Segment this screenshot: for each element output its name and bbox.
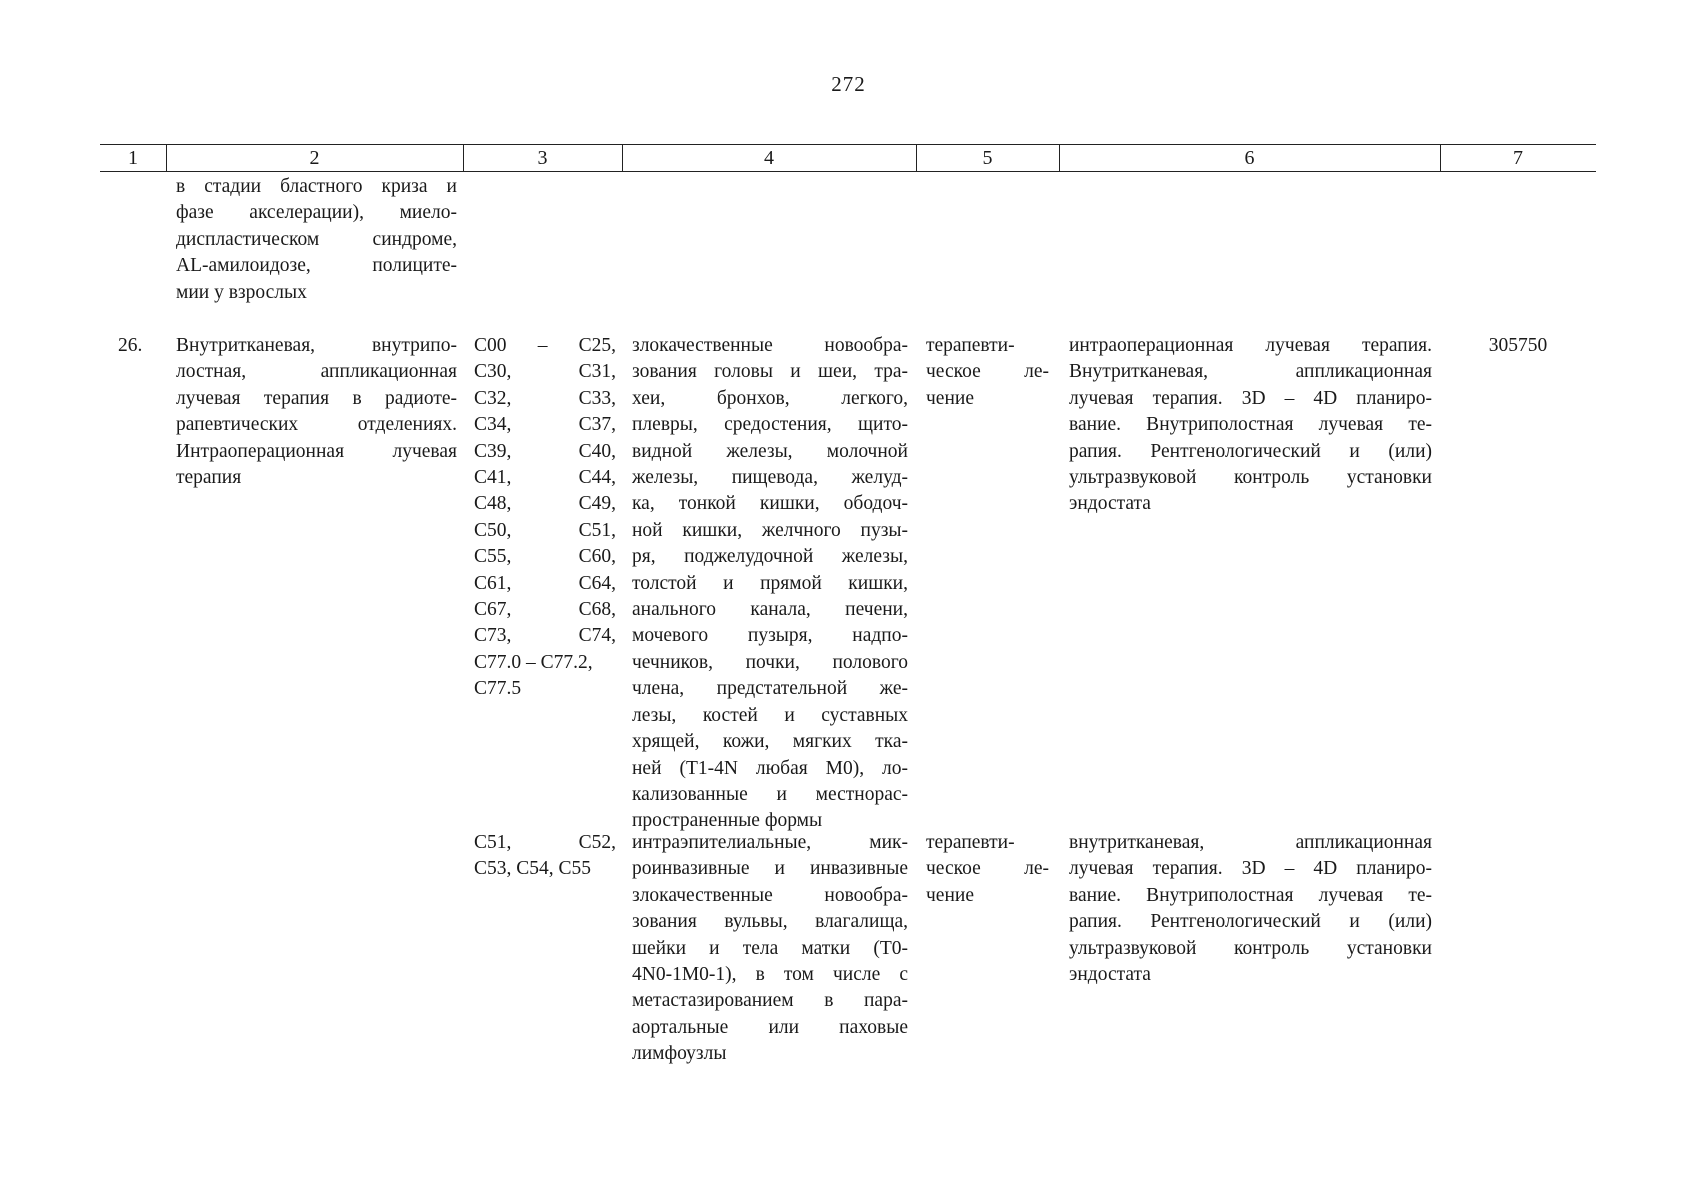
text-line: члена, предстательной же- (632, 678, 908, 700)
text-line: анального канала, печени, (632, 599, 908, 621)
continuation-service-name (176, 174, 457, 306)
text-line: ческое ле- (926, 361, 1049, 383)
text-line: в стадии бластного криза и (176, 176, 457, 197)
service-name (176, 333, 457, 491)
icd-code: C00 (474, 335, 507, 356)
text-line: шейки и тела матки (T0- (632, 937, 908, 959)
text-line: мочевого пузыря, надпо- (632, 625, 908, 647)
text-line: зования вульвы, влагалища, (632, 911, 908, 933)
treatment-method (1069, 333, 1432, 518)
icd-codes (474, 830, 616, 883)
text-line: интраэпителиальные, мик- (632, 832, 908, 853)
text-line: терапия (176, 467, 242, 489)
text-line: эндостата (1069, 493, 1151, 515)
code-line (474, 439, 616, 465)
icd-code: C52, (578, 832, 616, 853)
icd-code: C44, (578, 467, 616, 489)
medical-services-table (100, 144, 1596, 1065)
text-line: хрящей, кожи, мягких тка- (632, 731, 908, 753)
diagnosis-description (632, 830, 908, 1068)
text-line: ультразвуковой контроль установки (1069, 937, 1432, 959)
code-line (474, 623, 616, 649)
diagnosis-description (632, 333, 908, 835)
column-header-4: 4 (764, 147, 774, 169)
text-line: лостная, аппликационная (176, 361, 457, 383)
icd-code: C74, (578, 625, 616, 647)
text-line: эндостата (1069, 964, 1151, 986)
code-line (474, 333, 616, 359)
icd-code: C53, C54, C55 (474, 858, 592, 880)
text-line: рапия. Рентгенологический и (или) (1069, 440, 1432, 462)
column-header-3: 3 (537, 147, 548, 169)
text-line: ультразвуковой контроль установки (1069, 467, 1432, 489)
icd-code: – (537, 335, 548, 356)
text-line: Внутритканевая, аппликационная (1069, 361, 1432, 383)
icd-code: C64, (578, 572, 616, 594)
text-line: зования головы и шеи, тра- (632, 361, 908, 383)
text-line: Интраоперационная лучевая (176, 440, 457, 462)
text-line: чечников, почки, полового (632, 651, 908, 673)
code-line (474, 465, 616, 491)
text-line: мии у взрослых (176, 281, 307, 303)
icd-code: C49, (578, 493, 616, 515)
code-line (474, 676, 616, 702)
text-line: Внутритканевая, внутрипо- (176, 335, 457, 356)
icd-code: C55, (474, 546, 512, 568)
icd-code: C68, (578, 599, 616, 621)
code-line (474, 491, 616, 517)
icd-code: C50, (474, 519, 512, 541)
code-line (474, 650, 616, 676)
icd-code: C48, (474, 493, 512, 515)
code-line (474, 597, 616, 623)
text-line: кализованные и местнорас- (632, 783, 908, 805)
text-line: аортальные или паховые (632, 1016, 908, 1038)
text-line: злокачественные новообра- (632, 884, 908, 906)
icd-code: C77.0 – C77.2, (474, 651, 593, 673)
code-line (474, 830, 616, 856)
text-line: вание. Внутриполостная лучевая те- (1069, 884, 1432, 906)
icd-code: C60, (578, 546, 616, 568)
row-number: 26. (118, 335, 143, 356)
text-line: AL-амилоидозе, полиците- (176, 255, 457, 277)
code-line (474, 571, 616, 597)
text-line: ря, поджелудочной железы, (632, 546, 908, 568)
code-line (474, 544, 616, 570)
text-line: железы, пищевода, желуд- (632, 467, 908, 489)
icd-code: C73, (474, 625, 512, 647)
icd-code: C25, (578, 335, 616, 356)
text-line: лучевая терапия в радиоте- (176, 387, 457, 409)
text-line: ка, тонкой кишки, ободоч- (632, 493, 908, 515)
icd-code: C31, (578, 361, 616, 383)
text-line: внутритканевая, аппликационная (1069, 832, 1432, 853)
column-header-1: 1 (128, 147, 138, 169)
price-value: 305750 (1488, 335, 1548, 356)
code-line (474, 412, 616, 438)
text-line: диспластическом синдроме, (176, 228, 457, 250)
code-line (474, 518, 616, 544)
column-header-6: 6 (1244, 147, 1255, 169)
treatment-method (1069, 830, 1432, 988)
text-line: хеи, бронхов, легкого, (632, 387, 908, 409)
icd-code: C33, (578, 387, 616, 409)
column-header-7: 7 (1513, 147, 1523, 169)
text-line: терапевти- (926, 335, 1015, 356)
text-line: ней (T1-4N любая M0), ло- (632, 757, 908, 779)
table-header-row (100, 144, 1596, 172)
code-line (474, 856, 616, 882)
text-line: чение (926, 884, 974, 906)
text-line: фазе акселерации), миело- (176, 202, 457, 224)
text-line: 4N0-1M0-1), в том числе с (632, 964, 908, 986)
text-line: толстой и прямой кишки, (632, 572, 908, 594)
icd-code: C32, (474, 387, 512, 409)
text-line: злокачественные новообра- (632, 335, 908, 356)
icd-code: C37, (578, 414, 616, 436)
text-line: терапевти- (926, 832, 1015, 853)
text-line: вание. Внутриполостная лучевая те- (1069, 414, 1432, 436)
code-line (474, 359, 616, 385)
treatment-type (926, 333, 1049, 412)
text-line: плевры, средостения, щито- (632, 414, 908, 436)
text-line: лучевая терапия. 3D – 4D планиро- (1069, 387, 1432, 409)
column-header-5: 5 (982, 147, 993, 169)
icd-code: C51, (474, 832, 512, 853)
text-line: видной железы, молочной (632, 440, 908, 462)
icd-code: C40, (578, 440, 616, 462)
text-line: чение (926, 387, 974, 409)
text-line: лезы, костей и суставных (632, 704, 908, 726)
icd-code: C34, (474, 414, 512, 436)
text-line: лимфоузлы (632, 1043, 727, 1065)
text-line: роинвазивные и инвазивные (632, 858, 908, 880)
icd-code: C77.5 (474, 678, 522, 700)
page-number: 272 (831, 72, 866, 96)
icd-codes (474, 333, 616, 703)
icd-code: C39, (474, 440, 512, 462)
code-line (474, 386, 616, 412)
text-line: ческое ле- (926, 858, 1049, 880)
icd-code: C30, (474, 361, 512, 383)
text-line: пространенные формы (632, 810, 823, 832)
icd-code: C61, (474, 572, 512, 594)
icd-code: C41, (474, 467, 512, 489)
icd-code: C51, (578, 519, 616, 541)
text-line: рапевтических отделениях. (176, 414, 457, 436)
text-line: лучевая терапия. 3D – 4D планиро- (1069, 858, 1432, 880)
icd-code: C67, (474, 599, 512, 621)
text-line: интраоперационная лучевая терапия. (1069, 335, 1432, 356)
treatment-type (926, 830, 1049, 909)
text-line: рапия. Рентгенологический и (или) (1069, 911, 1432, 933)
column-header-2: 2 (309, 147, 320, 169)
text-line: метастазированием в пара- (632, 990, 908, 1012)
text-line: ной кишки, желчного пузы- (632, 519, 908, 541)
